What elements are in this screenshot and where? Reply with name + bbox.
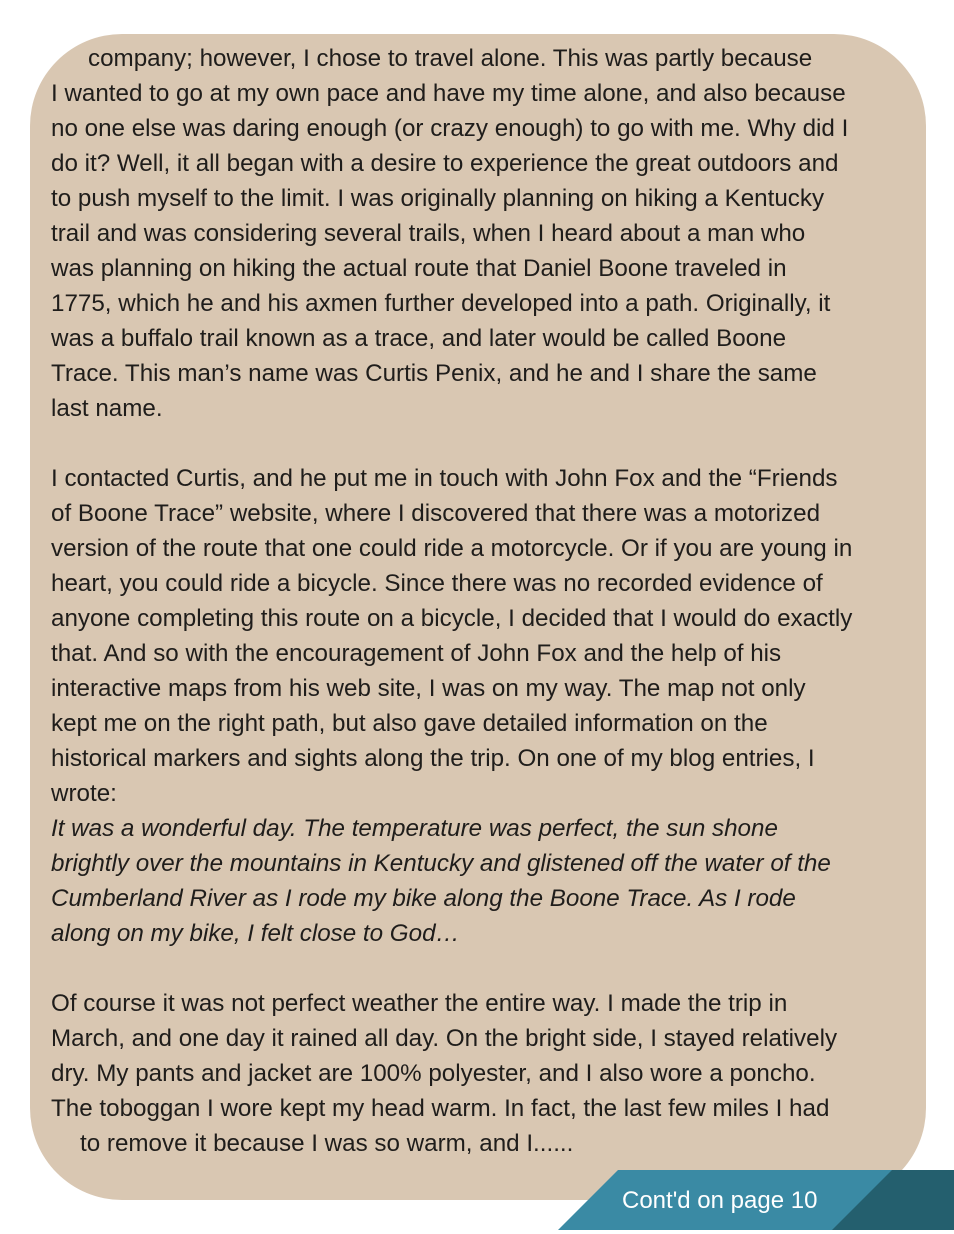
article-line: anyone completing this route on a bicycle, I decided that I would do exactly bbox=[51, 605, 853, 632]
article-line: dry. My pants and jacket are 100% polyester, and I also wore a poncho. bbox=[51, 1060, 816, 1087]
continuation-label[interactable]: Cont'd on page 10 bbox=[622, 1187, 818, 1214]
article-line: heart, you could ride a bicycle. Since there was no recorded evidence of bbox=[51, 570, 823, 597]
article-line: no one else was daring enough (or crazy enough) to go with me. Why did I bbox=[51, 115, 849, 142]
article-line: 1775, which he and his axmen further developed into a path. Originally, it bbox=[51, 290, 831, 317]
article-line: to remove it because I was so warm, and I...... bbox=[80, 1130, 574, 1157]
article-line: I contacted Curtis, and he put me in touch with John Fox and the “Friends bbox=[51, 465, 838, 492]
article-line: was planning on hiking the actual route that Daniel Boone traveled in bbox=[51, 255, 787, 282]
article-line: that. And so with the encouragement of John Fox and the help of his bbox=[51, 640, 782, 667]
quote-line: along on my bike, I felt close to God… bbox=[51, 920, 460, 947]
article-line: historical markers and sights along the trip. On one of my blog entries, I bbox=[51, 745, 815, 772]
article-line: trail and was considering several trails, when I heard about a man who bbox=[51, 220, 806, 247]
article-line: of Boone Trace” website, where I discovered that there was a motorized bbox=[51, 500, 821, 527]
quote-line: brightly over the mountains in Kentucky and glistened off the water of the bbox=[51, 850, 831, 877]
article-line: Of course it was not perfect weather the entire way. I made the trip in bbox=[51, 990, 788, 1017]
article-line: The toboggan I wore kept my head warm. In fact, the last few miles I had bbox=[51, 1095, 830, 1122]
article-line: interactive maps from his web site, I was on my way. The map not only bbox=[51, 675, 806, 702]
paragraph-gap bbox=[51, 426, 921, 461]
article-line: wrote: bbox=[51, 780, 117, 807]
article-line: March, and one day it rained all day. On the bright side, I stayed relatively bbox=[51, 1025, 838, 1052]
article-line: company; however, I chose to travel alone. This was partly because bbox=[88, 45, 813, 72]
article-line: version of the route that one could ride a motorcycle. Or if you are young in bbox=[51, 535, 853, 562]
article-line: last name. bbox=[51, 395, 163, 422]
article-line: Trace. This man’s name was Curtis Penix, and he and I share the same bbox=[51, 360, 817, 387]
article-line: to push myself to the limit. I was originally planning on hiking a Kentucky bbox=[51, 185, 825, 212]
article-line: do it? Well, it all began with a desire to experience the great outdoors and bbox=[51, 150, 839, 177]
article-line: kept me on the right path, but also gave detailed information on the bbox=[51, 710, 768, 737]
article-text bbox=[51, 41, 921, 1161]
article-line: was a buffalo trail known as a trace, and later would be called Boone bbox=[51, 325, 787, 352]
quote-line: Cumberland River as I rode my bike along the Boone Trace. As I rode bbox=[51, 885, 796, 912]
quote-line: It was a wonderful day. The temperature was perfect, the sun shone bbox=[51, 815, 778, 842]
paragraph-gap bbox=[51, 951, 921, 986]
article-line: I wanted to go at my own pace and have my time alone, and also because bbox=[51, 80, 846, 107]
